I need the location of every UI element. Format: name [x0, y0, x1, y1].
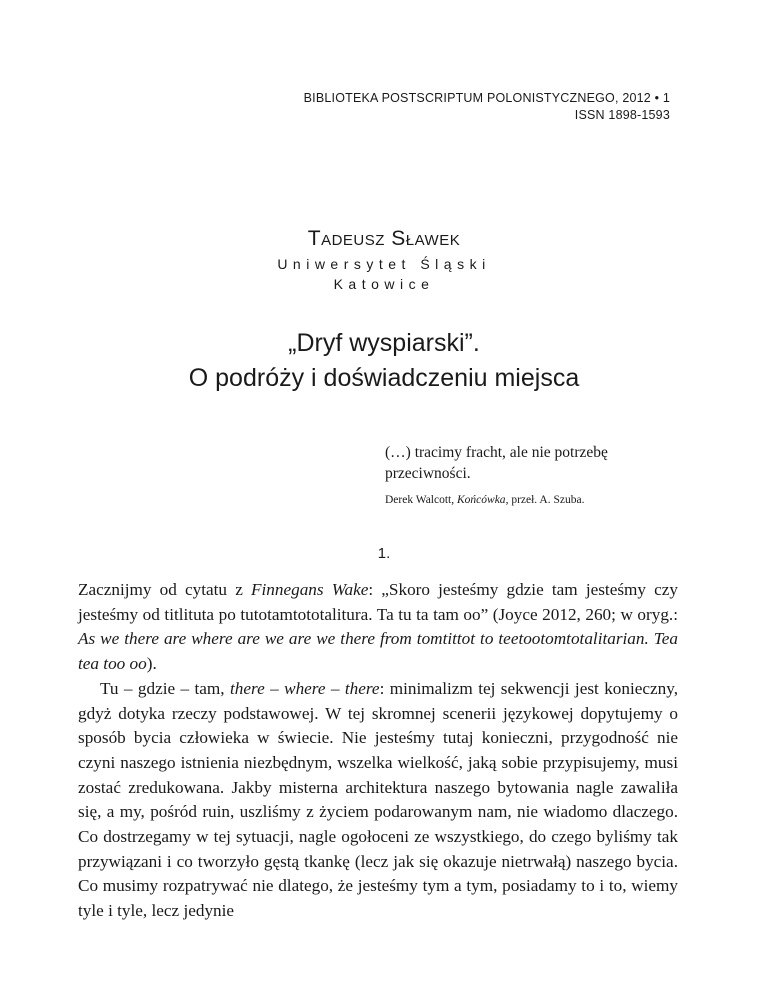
title-line-2: O podróży i doświadczeniu miejsca: [188, 364, 580, 392]
p1-text-b: : „Skoro jesteśmy gdzie tam jesteśmy czy jesteśmy od titlituta po tutotamtototalitura. Ta tu ta tam oo” (Joyce 2012, 260; w oryg.:: [78, 580, 678, 624]
paragraph-1: [78, 578, 678, 677]
author-name: Tadeusz Sławek: [307, 227, 461, 250]
epigraph-author: Derek Walcott,: [385, 494, 457, 506]
article-title: [0, 326, 768, 396]
section-number: 1.: [377, 545, 391, 562]
p1-text-c: ).: [146, 654, 157, 674]
epigraph: [385, 442, 685, 508]
running-header: [304, 90, 670, 124]
p2-text-a: Tu – gdzie – tam,: [100, 678, 231, 698]
author-city: Katowice: [333, 276, 435, 292]
epigraph-text: (…) tracimy fracht, ale nie potrzebę przeciwności.: [385, 444, 608, 482]
p1-english-quote: As we there are where are we are we there from tomtittot to teetootomtotalitarian. Tea tea too oo: [78, 629, 678, 674]
paragraph-2: [78, 677, 678, 924]
title-line-1: „Dryf wyspiarski”.: [288, 329, 480, 357]
epigraph-work: Końcówka: [457, 494, 506, 506]
p1-text-a: Zacznijmy od cytatu z: [78, 580, 252, 599]
p2-text-b: : minimalizm tej sekwencji jest konieczny, gdyż dotyka rzeczy podstawowej. W tej skromnej scenerii językowej dopytujemy o sposób bycia człowieka w świecie. Nie jesteśmy tutaj konieczni, przygodność nie czyni naszego istnienia niezbędnym, wszelka wielkość, jaką sobie przypisujemy, musi zostać zredukowana. Jakby misterna architektura naszego bytowania nagle zawaliła się, a my, pośród ruin, uszliśmy z życiem podarowanym nam, nie wiadomo dlaczego. Co dostrzegamy w tej sytuacji, nagle ogołoceni ze wszystkiego, do czego byliśmy tak przywiązani i co tworzyło gęstą tkankę (lecz jak się okazuje nietrwałą) naszego bycia. Co musimy rozpatrywać nie dlatego, że jesteśmy tym a tym, posiadamy to i to, wiemy tyle i tyle, lecz jedynie: [78, 678, 679, 921]
p1-work-title: Finnegans Wake: [251, 580, 369, 599]
epigraph-translator: , przeł. A. Szuba.: [505, 494, 585, 506]
author-block: [0, 224, 768, 294]
epigraph-source: [385, 492, 685, 508]
p2-english-words: there – where – there: [230, 678, 380, 698]
body-text: [78, 578, 678, 924]
author-university: Uniwersytet Śląski: [277, 256, 491, 272]
issn-line: ISSN 1898-1593: [574, 108, 670, 122]
series-line: BIBLIOTEKA POSTSCRIPTUM POLONISTYCZNEGO, 2012 • 1: [303, 91, 670, 105]
